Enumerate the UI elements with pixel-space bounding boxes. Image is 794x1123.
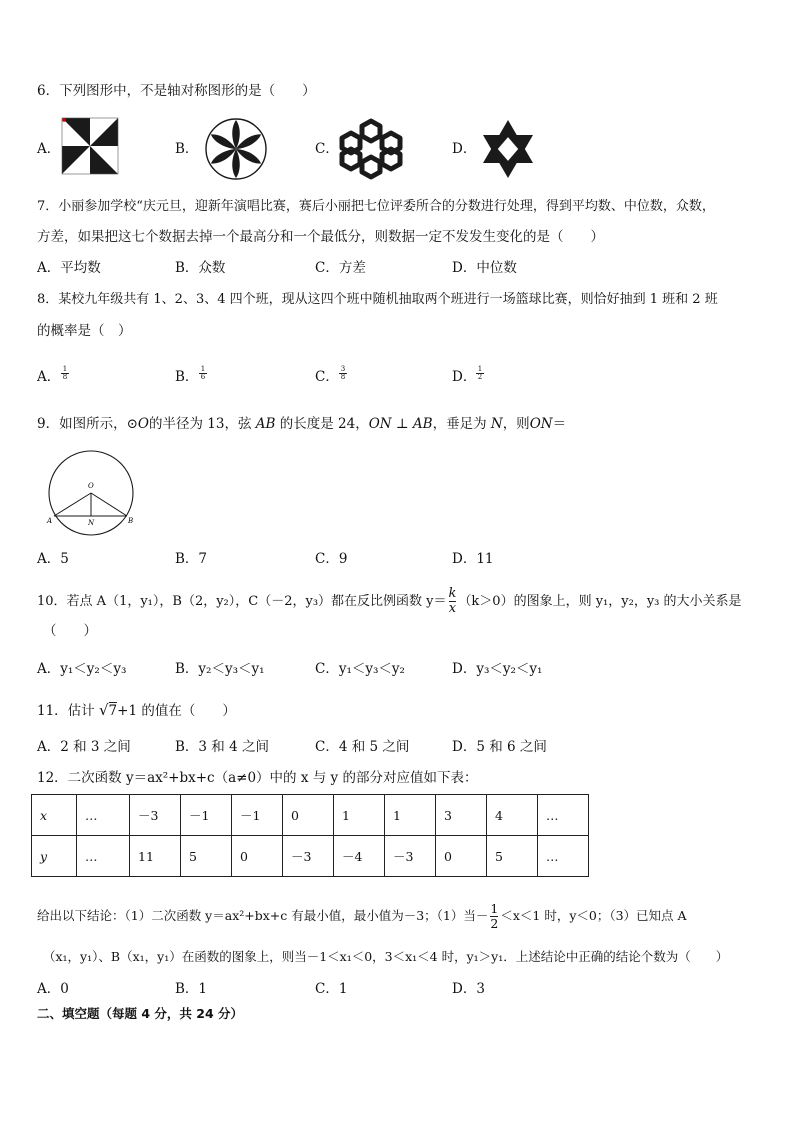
table-cell: 1 xyxy=(334,795,385,836)
q9-option-b: B．7 xyxy=(175,551,208,567)
table-row-x xyxy=(32,795,589,836)
label-a: A xyxy=(47,517,53,525)
sqrt-sign: √ xyxy=(98,701,109,719)
q6-option-a: A． xyxy=(37,141,61,157)
table-cell: －3 xyxy=(283,836,334,877)
q11-option-c: C．4 和 5 之间 xyxy=(315,739,410,755)
section-2-heading: 二、填空题（每题 4 分，共 24 分） xyxy=(37,1006,244,1021)
q8-option-b-fraction: $\frac{1}{6}$ xyxy=(200,365,206,381)
label-n: N xyxy=(88,519,95,527)
q9-stem: 9．如图所示，⊙O的半径为 13，弦 AB 的长度是 24，ON ⊥ AB，垂足为 N，则ON＝ xyxy=(37,416,567,432)
q10-option-d: D．y₃＜y₂＜y₁ xyxy=(452,661,543,677)
q8-line1: 8．某校九年级共有 1、2、3、4 四个班，现从这四个班中随机抽取两个班进行一场篮球比赛，则恰好抽到 1 班和 2 班 xyxy=(37,292,718,307)
table-cell: 4 xyxy=(487,795,538,836)
q8-option-d: D． xyxy=(452,369,477,385)
table-cell: 3 xyxy=(436,795,487,836)
q11-option-a: A．2 和 3 之间 xyxy=(37,739,131,755)
q8-option-b: B． xyxy=(175,369,199,385)
q9-option-d: D．11 xyxy=(452,551,494,567)
q12-conclusions-line2: （x₁，y₁）、B（x₁，y₁）在函数的图象上，则当－1＜x₁＜0，3＜x₁＜4 时，y₁＞y₁．上述结论中正确的结论个数为（ ） xyxy=(43,949,729,964)
q11-option-b: B．3 和 4 之间 xyxy=(175,739,269,755)
table-cell: 0 xyxy=(232,836,283,877)
flower-in-circle-figure xyxy=(204,117,268,181)
q12-stem: 12．二次函数 y＝ax²+bx+c（a≠0）中的 x 与 y 的部分对应值如下表： xyxy=(37,770,478,786)
q12-option-a: A．0 xyxy=(37,981,69,997)
q6-option-b: B． xyxy=(175,141,199,157)
q6-stem: 6．下列图形中，不是轴对称图形的是（ ） xyxy=(37,83,316,99)
q11-stem: 11．估计 √7+1 的值在（ ） xyxy=(37,701,236,719)
value-table xyxy=(31,794,589,877)
q7-option-c: C．方差 xyxy=(315,260,366,276)
q7-option-a: A．平均数 xyxy=(37,260,101,276)
table-cell: … xyxy=(77,795,130,836)
table-cell: 0 xyxy=(436,836,487,877)
q9-option-a: A．5 xyxy=(37,551,69,567)
table-cell: 5 xyxy=(181,836,232,877)
q7-option-b: B．众数 xyxy=(175,260,226,276)
q9-option-c: C．9 xyxy=(315,551,348,567)
table-cell: y xyxy=(32,836,77,877)
table-cell: … xyxy=(538,795,589,836)
q6-option-c: C． xyxy=(315,141,339,157)
star-of-david-figure xyxy=(478,119,538,179)
q8-option-c: C． xyxy=(315,369,339,385)
q6-option-d: D． xyxy=(452,141,477,157)
table-cell: 0 xyxy=(283,795,334,836)
table-cell: x xyxy=(32,795,77,836)
q8-option-a: A． xyxy=(37,369,61,385)
table-cell: －1 xyxy=(181,795,232,836)
hexagon-chain-figure xyxy=(338,118,404,180)
q11-option-d: D．5 和 6 之间 xyxy=(452,739,547,755)
q10-line1: 10．若点 A（1，y₁），B（2，y₂），C（－2，y₃）都在反比例函数 y＝ $\frac{k}{x}$ （k＞0）的图象上，则 y₁，y₂，y₃ 的大小关系是 xyxy=(37,586,742,616)
table-cell: －4 xyxy=(334,836,385,877)
label-b: B xyxy=(128,517,134,525)
q8-line2: 的概率是（ ） xyxy=(37,323,132,339)
table-cell: －1 xyxy=(232,795,283,836)
table-cell: －3 xyxy=(130,795,181,836)
label-o: O xyxy=(88,482,94,490)
q8-option-c-fraction: $\frac{3}{8}$ xyxy=(340,365,346,381)
q7-line1: 7．小丽参加学校“庆元旦，迎新年演唱比赛，赛后小丽把七位评委所合的分数进行处理，得到平均数、中位数，众数， xyxy=(37,199,715,214)
q8-option-a-fraction: $\frac{1}{8}$ xyxy=(62,365,68,381)
table-cell: … xyxy=(538,836,589,877)
q7-option-d: D．中位数 xyxy=(452,260,517,276)
table-cell: 11 xyxy=(130,836,181,877)
table-row-y xyxy=(32,836,589,877)
q10-line2: （ ） xyxy=(43,623,97,639)
table-cell: －3 xyxy=(385,836,436,877)
q12-fraction: $\frac{1}{2}$ xyxy=(490,901,499,931)
q7-line2: 方差，如果把这七个数据去掉一个最高分和一个最低分，则数据一定不发发生变化的是（ ） xyxy=(37,229,604,245)
q12-option-c: C．1 xyxy=(315,981,348,997)
q12-option-b: B．1 xyxy=(175,981,208,997)
q10-option-c: C．y₁＜y₃＜y₂ xyxy=(315,661,405,677)
q12-option-d: D．3 xyxy=(452,981,485,997)
table-cell: 5 xyxy=(487,836,538,877)
table-cell: … xyxy=(77,836,130,877)
circle-chord-figure xyxy=(40,452,140,534)
q10-option-b: B．y₂＜y₃＜y₁ xyxy=(175,661,265,677)
q10-option-a: A．y₁＜y₂＜y₃ xyxy=(37,661,127,677)
pinwheel-figure xyxy=(62,118,118,174)
q8-option-d-fraction: $\frac{1}{2}$ xyxy=(477,365,483,381)
q12-conclusions-line1: 给出以下结论：（1）二次函数 y＝ax²+bx+c 有最小值，最小值为－3；（1）当－ $\frac{1}{2}$ ＜x＜1 时，y＜0；（3）已知点 A xyxy=(37,901,687,931)
q10-fraction: $\frac{k}{x}$ xyxy=(448,586,457,616)
table-cell: 1 xyxy=(385,795,436,836)
